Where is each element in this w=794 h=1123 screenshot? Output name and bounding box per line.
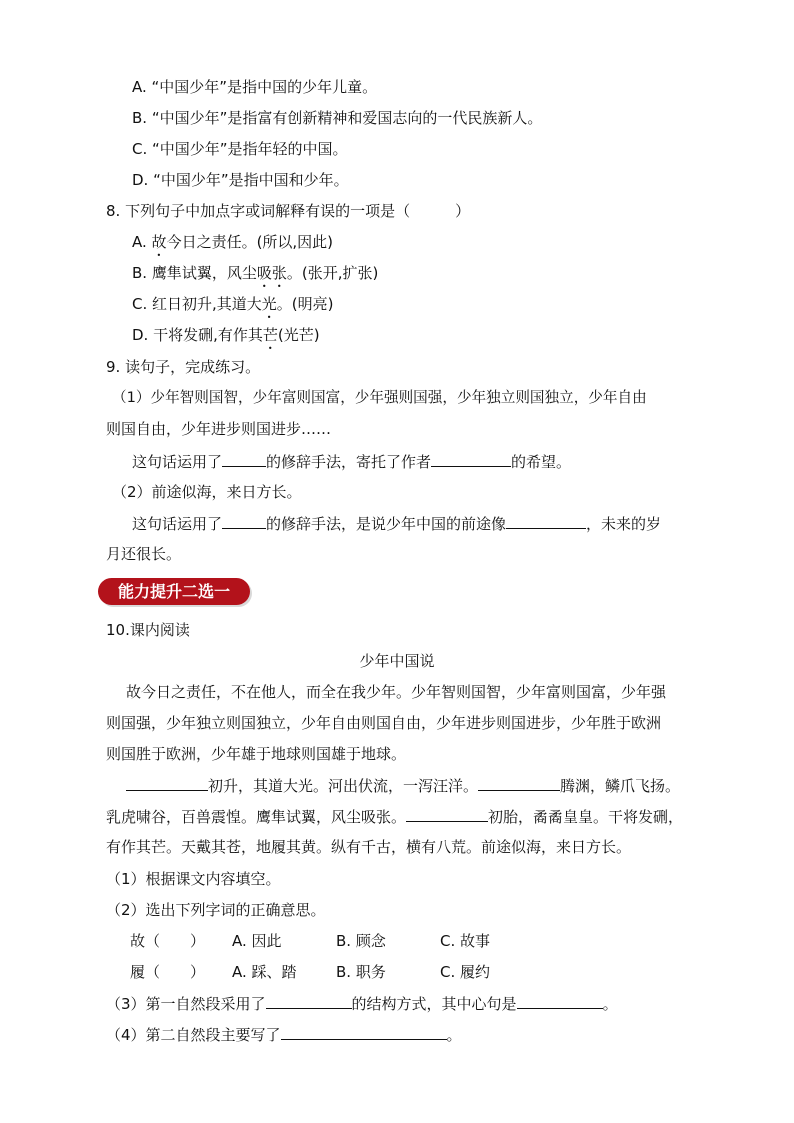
answer-blank[interactable] <box>517 992 603 1009</box>
answer-blank[interactable] <box>431 450 511 467</box>
option-b: B. 顾念 <box>336 932 386 950</box>
answer-blank[interactable] <box>126 774 208 791</box>
answer-blank[interactable] <box>506 512 586 529</box>
q7-option-d: D. “中国少年”是指中国和少年。 <box>132 171 349 189</box>
section-banner: 能力提升二选一 <box>98 578 250 605</box>
passage-p2-line-3: 有作其芒。天戴其苍，地履其黄。纵有千古，横有八荒。前途似海，来日方长。 <box>106 838 632 856</box>
word-gu: 故（ ） <box>130 932 206 950</box>
q8-option-c: C. 红日初升,其道大光。(明亮) <box>132 295 334 313</box>
option-c: C. 故事 <box>440 932 491 950</box>
q9-sentence-1-line-1: （1）少年智则国智，少年富则国富，少年强则国强，少年独立则国独立，少年自由 <box>112 389 647 406</box>
q10-sub-2: （2）选出下列字词的正确意思。 <box>106 901 326 919</box>
emphasis-word: 故 <box>151 233 167 251</box>
q9-stem: 9. 读句子，完成练习。 <box>106 358 261 376</box>
q9-sentence-1-line-2: 则国自由，少年进步则国进步…… <box>106 420 332 438</box>
emphasis-word: 吸张 <box>256 264 287 282</box>
passage-p2-line-1: 初升，其道大光。河出伏流，一泻汪洋。 腾渊，鳞爪飞扬。 <box>126 774 680 797</box>
q8-option-a: A. 故今日之责任。(所以,因此) <box>132 233 334 251</box>
option-a: A. 踩、踏 <box>232 963 297 981</box>
q10-word-gu-row <box>130 930 490 952</box>
q8-option-b: B. 鹰隼试翼，风尘吸张。(张开,扩张) <box>132 264 379 282</box>
passage-p2-line-2: 乳虎啸谷，百兽震惶。鹰隼试翼，风尘吸张。 初胎，矞矞皇皇。干将发硎， <box>106 805 683 828</box>
passage-p1-line-3: 则国胜于欧洲，少年雄于地球则国雄于地球。 <box>106 745 407 763</box>
emphasis-word: 光 <box>261 295 277 313</box>
q8-stem: 8. 下列句子中加点字或词解释有误的一项是（ ） <box>106 202 471 220</box>
q7-option-b: B. “中国少年”是指富有创新精神和爱国志向的一代民族新人。 <box>132 109 543 127</box>
passage-p1-line-1: 故今日之责任，不在他人，而全在我少年。少年智则国智，少年富则国富，少年强 <box>126 683 667 701</box>
q9-question-2-line-2: 月还很长。 <box>106 545 182 563</box>
answer-blank[interactable] <box>222 512 266 529</box>
passage-title: 少年中国说 <box>359 652 435 670</box>
q10-sub-3: （3）第一自然段采用了 的结构方式，其中心句是 。 <box>106 992 618 1015</box>
q10-stem: 10.课内阅读 <box>106 621 190 639</box>
q9-sentence-2: （2）前途似海，来日方长。 <box>112 483 302 501</box>
answer-blank[interactable] <box>478 774 560 791</box>
q7-option-a: A. “中国少年”是指中国的少年儿童。 <box>132 78 378 96</box>
q10-sub-4: （4）第二自然段主要写了 。 <box>106 1023 462 1046</box>
q7-option-c: C. “中国少年”是指年轻的中国。 <box>132 140 348 158</box>
answer-blank[interactable] <box>281 1023 447 1040</box>
answer-blank[interactable] <box>222 450 266 467</box>
q9-question-1: 这句话运用了 的修辞手法，寄托了作者 的希望。 <box>132 450 571 473</box>
option-b: B. 职务 <box>336 963 386 981</box>
answer-blank[interactable] <box>266 992 352 1009</box>
q8-option-d: D. 干将发硎,有作其芒(光芒) <box>132 326 320 344</box>
emphasis-word: 芒 <box>262 326 278 344</box>
q10-sub-1: （1）根据课文内容填空。 <box>106 870 281 888</box>
option-a: A. 因此 <box>232 932 282 950</box>
passage-p1-line-2: 则国强，少年独立则国独立，少年自由则国自由，少年进步则国进步，少年胜于欧洲 <box>106 714 662 732</box>
answer-blank[interactable] <box>406 805 488 822</box>
q10-word-lv-row <box>130 961 490 983</box>
word-lv: 履（ ） <box>130 963 206 981</box>
q9-question-2: 这句话运用了 的修辞手法，是说少年中国的前途像 ，未来的岁 <box>132 512 661 535</box>
option-c: C. 履约 <box>440 963 491 981</box>
